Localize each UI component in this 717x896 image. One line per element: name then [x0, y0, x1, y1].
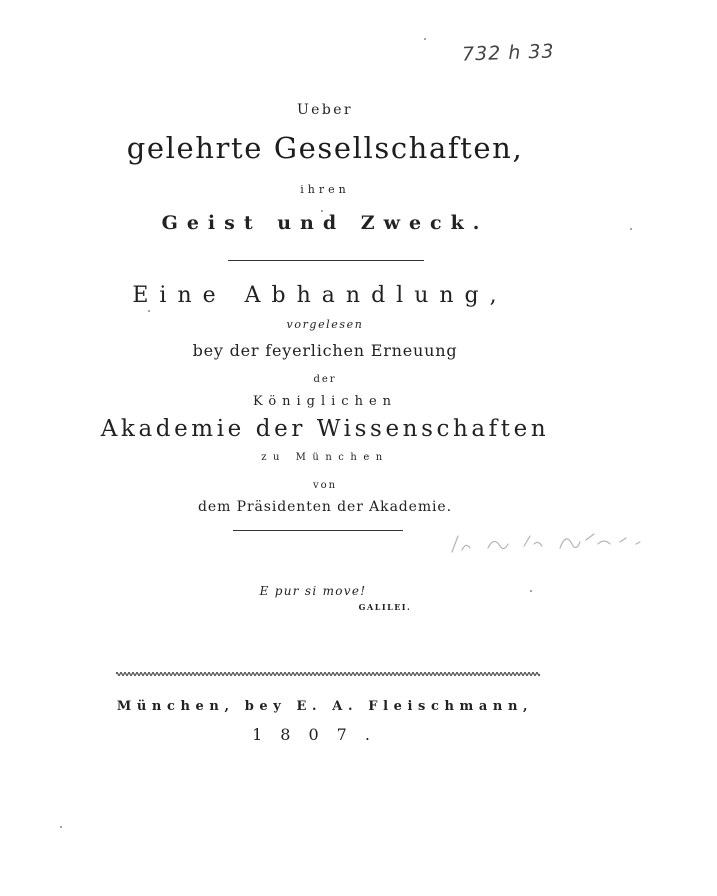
subtitle-eine-abhandlung: Eine Abhandlung,: [132, 283, 508, 308]
subtitle-akademie-der-wissenschaften: Akademie der Wissenschaften: [100, 416, 550, 442]
pencil-signature: [448, 522, 658, 562]
imprint-year: 1807.: [252, 725, 388, 744]
subtitle-vorgelesen: vorgelesen: [286, 318, 364, 331]
subtitle-von: von: [312, 480, 338, 491]
subtitle-feyerlichen-erneuung: bey der feyerlichen Erneuung: [192, 341, 458, 360]
title-main: gelehrte Gesellschaften,: [126, 131, 524, 165]
shelfmark-handwriting: 732 h 33: [461, 40, 555, 66]
imprint-publisher: München, bey E. A. Fleischmann,: [116, 699, 534, 714]
title-ihren: ihren: [300, 183, 350, 196]
paper-speck: [630, 228, 632, 230]
subtitle-zu-muenchen: zu München: [261, 452, 389, 463]
subtitle-der: der: [313, 374, 337, 385]
subtitle-koeniglichen: Königlichen: [252, 394, 398, 409]
motto-attribution: GALILEI.: [358, 602, 412, 612]
title-geist-und-zweck: Geist und Zweck.: [161, 212, 489, 234]
paper-speck: [530, 590, 532, 592]
paper-speck: [321, 210, 323, 212]
title-ueber: Ueber: [296, 102, 354, 118]
ornamental-wavy-rule: [116, 671, 540, 677]
paper-speck: [148, 310, 150, 312]
divider-rule-top: [228, 260, 424, 261]
divider-rule-middle: [233, 530, 403, 531]
motto-quote: E pur si move!: [259, 584, 367, 598]
paper-speck: [424, 38, 426, 40]
paper-speck: [60, 826, 62, 828]
subtitle-praesidenten: dem Präsidenten der Akademie.: [198, 499, 452, 515]
